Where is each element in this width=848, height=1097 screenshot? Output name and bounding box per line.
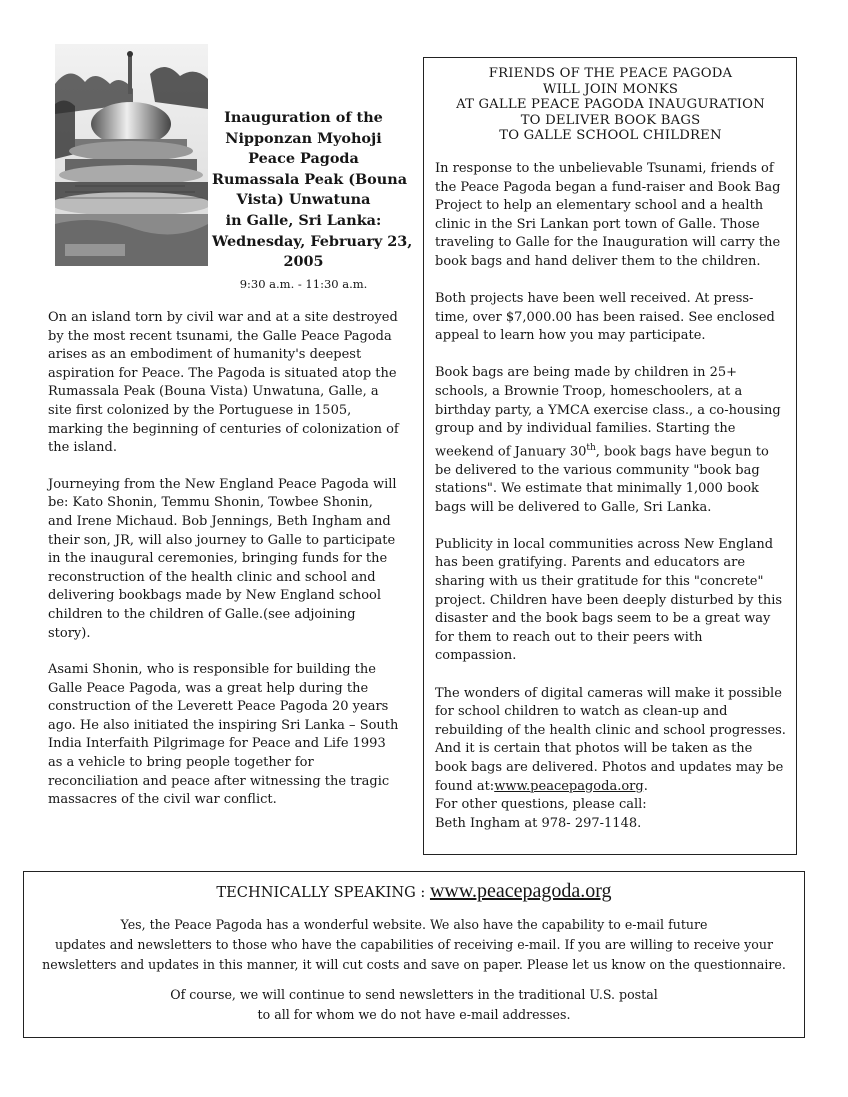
right-article-box xyxy=(423,57,797,855)
article-paragraph: In response to the unbelievable Tsunami, friends of the Peace Pagoda began a fund-raiser and Book Bag Project to help an elementary school and a health clinic in the Sri Lankan port town of Galle. Those traveling to Galle for the Inauguration will carry the book bags and hand deliver them to the children. xyxy=(435,160,781,269)
article-paragraph: On an island torn by civil war and at a site destroyed by the most recent tsunami, the Galle Peace Pagoda arises as an embodiment of humanity's deepest aspiration for Peace. The Pagoda is situated atop the Rumassala Peak (Bouna Vista) Unwatuna, Galle, a site first colonized by the Portuguese in 1505, marking the beginning of centuries of colonization of the island. xyxy=(48,310,399,456)
website-paragraph xyxy=(24,915,804,975)
title-line: Wednesday, February 23, xyxy=(212,232,413,250)
event-time: 9:30 a.m. - 11:30 a.m. xyxy=(239,276,368,291)
paragraph-line: Of course, we will continue to send newsletters in the traditional U.S. postal xyxy=(170,987,658,1002)
pagoda-photo xyxy=(55,44,208,266)
paragraph-line: newsletters and updates in this manner, it will cut costs and save on paper. Please let us know on the questionnaire. xyxy=(42,957,786,972)
left-article xyxy=(48,309,400,828)
title-line: Inauguration of the xyxy=(224,109,383,126)
heading-prefix: TECHNICALLY SPEAKING : xyxy=(216,884,430,901)
header-line: WILL JOIN MONKS xyxy=(542,81,679,97)
article-paragraph: Asami Shonin, who is responsible for building the Galle Peace Pagoda, was a great help during the construction of the Leverett Peace Pagoda 20 years ago. He also initiated the inspiring Sri Lanka – South India Interfaith Pilgrimage for Peace and Life 1993 as a vehicle to bring people together for reconciliation and peace after witnessing the tragic massacres of the civil war conflict. xyxy=(48,662,399,808)
header-line: TO DELIVER BOOK BAGS xyxy=(520,112,701,128)
article-paragraph: Both projects have been well received. At press-time, over $7,000.00 has been raised. See enclosed appeal to learn how you may participate. xyxy=(435,291,775,344)
title-line: Rumassala Peak (Bouna xyxy=(212,170,408,188)
heading-website-link[interactable]: www.peacepagoda.org xyxy=(429,880,612,902)
questions-line: For other questions, please call: xyxy=(435,797,647,813)
title-line: 2005 xyxy=(283,253,324,271)
title-line: Peace Pagoda xyxy=(248,150,359,168)
paragraph-line: to all for whom we do not have e-mail addresses. xyxy=(257,1007,571,1022)
ordinal-suffix: th xyxy=(586,442,596,453)
header-line: AT GALLE PEACE PAGODA INAUGURATION xyxy=(456,97,765,113)
article-paragraph: Publicity in local communities across New England has been gratifying. Parents and educators are sharing with us their gratitude for this "concrete" project. Children have been deeply disturbed by this disaster and the book bags seem to be a great way for them to reach out to their peers with compassion. xyxy=(435,536,783,664)
bookbag-text: Book bags are being made by children in 25+ schools, a Brownie Troop, homeschoolers, at a birthday party, a YMCA exercise class., a co-housing group and by individual families. Starting the weekend of January 30 xyxy=(435,365,781,460)
photos-paragraph xyxy=(435,685,786,834)
header-line: FRIENDS OF THE PEACE PAGODA xyxy=(488,66,733,81)
title-line: Nipponzan Myohoji xyxy=(225,129,382,147)
bookbag-text-cont: , book bags have begun to be delivered to the various community "book bag stations". We estimate that minimally 1,000 book bags will be delivered to Galle, Sri Lanka. xyxy=(435,444,769,515)
paragraph-line: updates and newsletters to those who have the capabilities of receiving e-mail. If you are willing to receive your xyxy=(55,937,773,952)
title-line: Vista) Unwatuna xyxy=(236,191,371,209)
url-suffix: . xyxy=(643,778,648,794)
technically-speaking-box xyxy=(23,871,805,1038)
event-title-block xyxy=(212,108,413,292)
bookbag-paragraph xyxy=(435,364,786,517)
contact-line: Beth Ingham at 978- 297-1148. xyxy=(435,815,642,831)
article-paragraph: Journeying from the New England Peace Pagoda will be: Kato Shonin, Temmu Shonin, Towbee Shonin, and Irene Michaud. Bob Jennings, Beth Ingham and their son, JR, will also journey to Galle to participate in the inaugural ceremonies, bringing funds for the reconstruction of the health clinic and school and delivering bookbags made by New England school children to the children of Galle.(see adjoining story). xyxy=(48,476,397,641)
bottom-heading xyxy=(24,879,804,905)
title-line: in Galle, Sri Lanka: xyxy=(225,211,382,229)
photos-text: The wonders of digital cameras will make it possible for school children to watch as clean-up and rebuilding of the health clinic and school progresses. And it is certain that photos will be taken as the book bags are delivered. Photos and updates may be found at: xyxy=(435,685,786,794)
website-link[interactable]: www.peacepagoda.org xyxy=(494,778,644,794)
paragraph-line: Yes, the Peace Pagoda has a wonderful website. We also have the capability to e-mail future xyxy=(120,917,708,932)
right-article-header xyxy=(435,66,786,144)
postal-paragraph xyxy=(24,985,804,1025)
header-line: TO GALLE SCHOOL CHILDREN xyxy=(499,128,722,144)
